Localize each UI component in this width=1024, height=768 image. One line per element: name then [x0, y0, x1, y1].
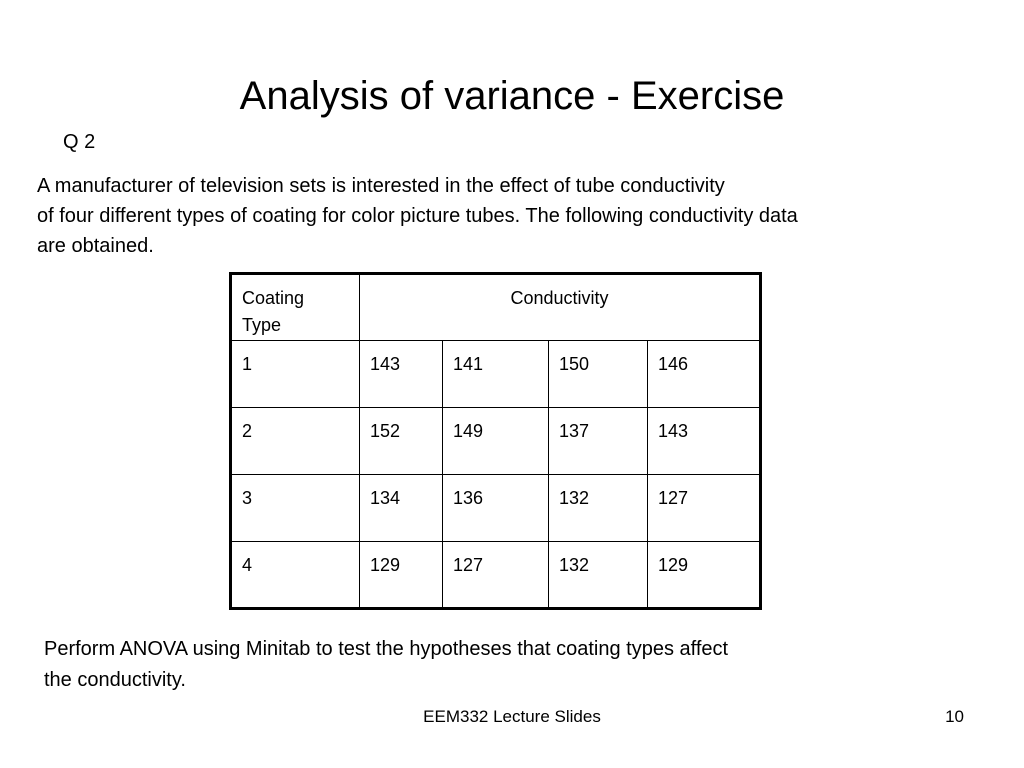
intro-line: of four different types of coating for color picture tubes. The following conductivity data: [37, 205, 798, 227]
coating-type-cell: 4: [231, 542, 360, 609]
intro-line: are obtained.: [37, 235, 154, 257]
header-coating-line: Coating: [242, 288, 305, 308]
coating-type-cell: 3: [231, 475, 360, 542]
table-row: [231, 542, 761, 609]
intro-paragraph: [37, 171, 1022, 261]
task-line: Perform ANOVA using Minitab to test the hypotheses that coating types affect: [44, 638, 729, 660]
conductivity-cell: 150: [549, 341, 648, 408]
slide-title: Analysis of variance - Exercise: [239, 74, 785, 118]
table-row: [231, 475, 761, 542]
page-number: 10: [945, 707, 964, 726]
conductivity-cell: 146: [648, 341, 761, 408]
question-label: Q 2: [63, 131, 96, 153]
conductivity-cell: 136: [443, 475, 549, 542]
conductivity-cell: 129: [648, 542, 761, 609]
header-coating-type: [231, 274, 360, 341]
header-conductivity: Conductivity: [360, 274, 761, 341]
coating-type-cell: 1: [231, 341, 360, 408]
footer-course-title: EEM332 Lecture Slides: [423, 707, 601, 726]
coating-type-cell: 2: [231, 408, 360, 475]
conductivity-cell: 143: [360, 341, 443, 408]
conductivity-cell: 137: [549, 408, 648, 475]
conductivity-cell: 127: [443, 542, 549, 609]
conductivity-table: [229, 272, 762, 610]
conductivity-cell: 132: [549, 542, 648, 609]
table-row: [231, 341, 761, 408]
conductivity-cell: 149: [443, 408, 549, 475]
conductivity-cell: 129: [360, 542, 443, 609]
conductivity-cell: 134: [360, 475, 443, 542]
header-type-line: Type: [242, 315, 282, 335]
conductivity-cell: 127: [648, 475, 761, 542]
conductivity-cell: 132: [549, 475, 648, 542]
table-header-row: [231, 274, 761, 341]
table-row: [231, 408, 761, 475]
task-paragraph: [44, 634, 1014, 696]
conductivity-cell: 141: [443, 341, 549, 408]
intro-line: A manufacturer of television sets is interested in the effect of tube conductivity: [37, 175, 725, 197]
task-line: the conductivity.: [44, 669, 186, 691]
conductivity-cell: 152: [360, 408, 443, 475]
conductivity-cell: 143: [648, 408, 761, 475]
